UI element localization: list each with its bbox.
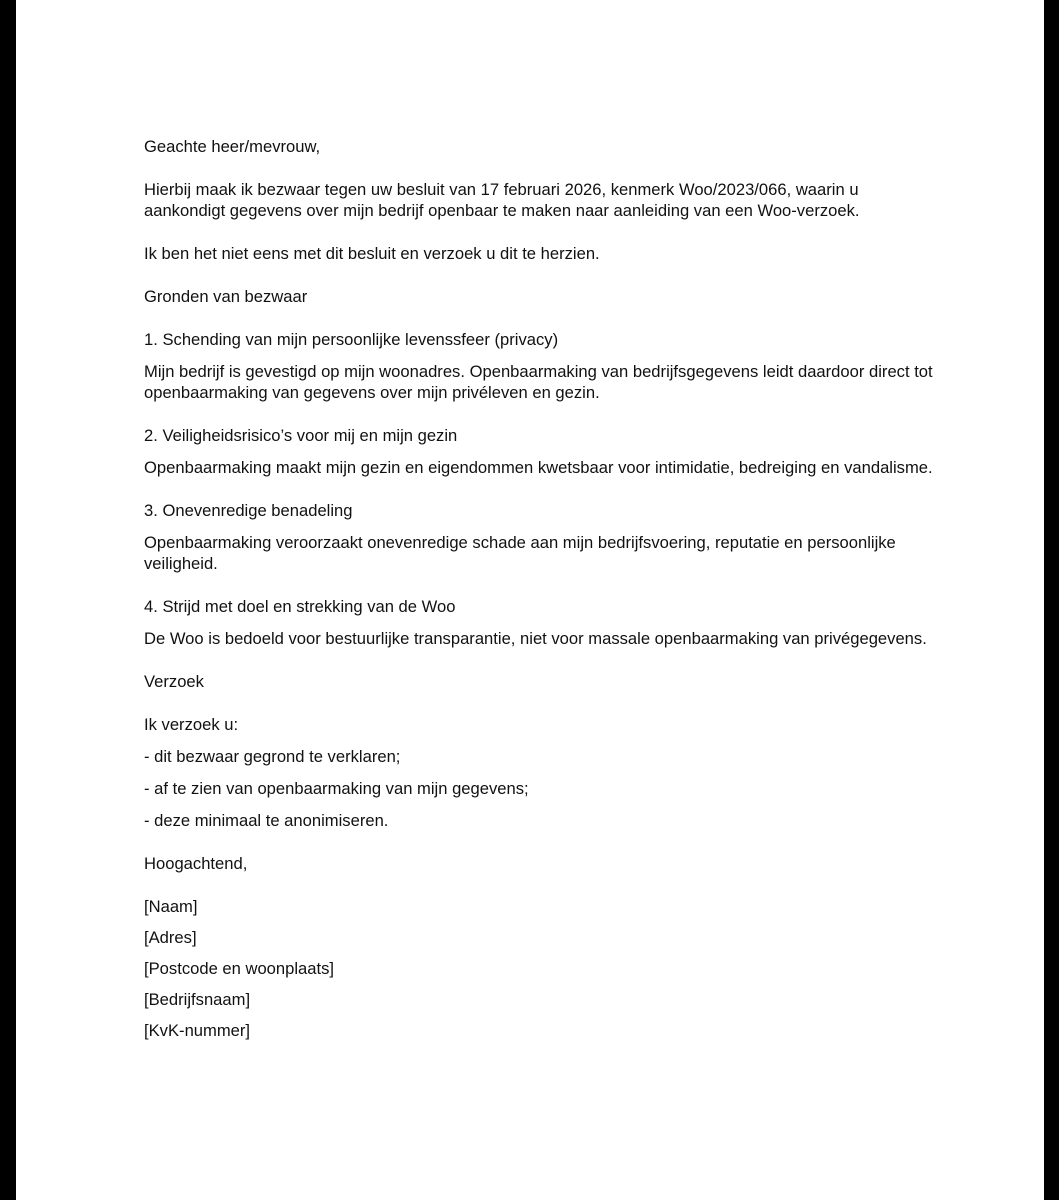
document-page: [16, 0, 1044, 1200]
letter-body: [144, 136, 944, 1051]
ground-body-4: De Woo is bedoeld voor bestuurlijke transparantie, niet voor massale openbaarmaking van privégegevens.: [144, 629, 927, 648]
signature-company-name: [Bedrijfsnaam]: [144, 990, 251, 1009]
ground-body-3: Openbaarmaking veroorzaakt onevenredige schade aan mijn bedrijfsvoering, reputatie en persoonlijke veiligheid.: [144, 533, 896, 573]
ground-title-3: 3. Onevenredige benadeling: [144, 501, 353, 520]
salutation: Geachte heer/mevrouw,: [144, 137, 321, 156]
request-heading: Verzoek: [144, 672, 204, 691]
ground-title-4: 4. Strijd met doel en strekking van de Woo: [144, 597, 456, 616]
request-item-3: - deze minimaal te anonimiseren.: [144, 811, 389, 830]
ground-title-2: 2. Veiligheidsrisico’s voor mij en mijn gezin: [144, 426, 458, 445]
request-item-1: - dit bezwaar gegrond te verklaren;: [144, 747, 401, 766]
closing: Hoogachtend,: [144, 854, 248, 873]
ground-body-1: Mijn bedrijf is gevestigd op mijn woonadres. Openbaarmaking van bedrijfsgegevens leidt daardoor direct tot openbaarmaking van gegevens over mijn privéleven en gezin.: [144, 362, 933, 402]
signature-kvk-number: [KvK-nummer]: [144, 1021, 251, 1040]
signature-name: [Naam]: [144, 897, 198, 916]
grounds-heading: Gronden van bezwaar: [144, 287, 308, 306]
signature-postcode-city: [Postcode en woonplaats]: [144, 959, 335, 978]
ground-title-1: 1. Schending van mijn persoonlijke levenssfeer (privacy): [144, 330, 559, 349]
request-item-2: - af te zien van openbaarmaking van mijn gegevens;: [144, 779, 529, 798]
ground-body-2: Openbaarmaking maakt mijn gezin en eigendommen kwetsbaar voor intimidatie, bedreiging en vandalisme.: [144, 458, 933, 477]
intro-paragraph: Hierbij maak ik bezwaar tegen uw besluit van 17 februari 2026, kenmerk Woo/2023/066, waarin u aankondigt gegevens over mijn bedrijf openbaar te maken naar aanleiding van een Woo-verzoek.: [144, 180, 860, 220]
statement-paragraph: Ik ben het niet eens met dit besluit en verzoek u dit te herzien.: [144, 244, 600, 263]
request-intro: Ik verzoek u:: [144, 715, 239, 734]
signature-address: [Adres]: [144, 928, 197, 947]
